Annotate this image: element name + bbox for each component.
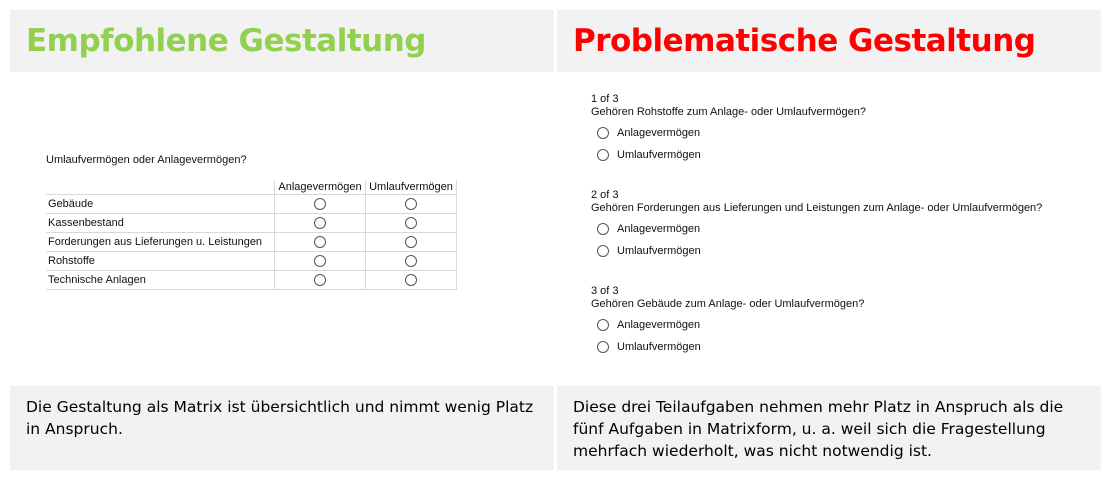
matrix-example	[10, 72, 554, 386]
matrix-row	[46, 214, 457, 233]
radio-button[interactable]	[314, 217, 326, 229]
option-row[interactable]	[597, 339, 864, 355]
radio-button[interactable]	[597, 127, 609, 139]
radio-button[interactable]	[597, 245, 609, 257]
matrix-column-header: Umlaufvermögen	[366, 180, 457, 195]
matrix-question: Umlaufvermögen oder Anlagevermögen?	[46, 154, 247, 166]
matrix-corner	[46, 180, 275, 195]
sequential-example	[557, 72, 1101, 386]
option-row[interactable]	[597, 243, 1042, 259]
matrix-row-label: Gebäude	[46, 195, 275, 214]
matrix-row-label: Technische Anlagen	[46, 271, 275, 290]
option-row[interactable]	[597, 125, 866, 141]
option-row[interactable]	[597, 317, 864, 333]
question-counter: 1 of 3	[591, 93, 619, 105]
matrix-row-label: Forderungen aus Lieferungen u. Leistungen	[46, 233, 275, 252]
question-block	[591, 190, 1042, 259]
radio-button[interactable]	[405, 274, 417, 286]
recommended-panel	[10, 10, 554, 472]
radio-button[interactable]	[597, 341, 609, 353]
radio-button[interactable]	[597, 149, 609, 161]
matrix-row	[46, 271, 457, 290]
radio-button[interactable]	[597, 319, 609, 331]
option-label: Umlaufvermögen	[617, 149, 701, 161]
radio-button[interactable]	[314, 255, 326, 267]
option-label: Anlagevermögen	[617, 127, 701, 139]
option-row[interactable]	[597, 147, 866, 163]
matrix-row-label: Rohstoffe	[46, 252, 275, 271]
recommended-caption: Die Gestaltung als Matrix ist übersichtlich und nimmt wenig Platz in Anspruch.	[10, 386, 554, 470]
question-block	[591, 94, 866, 163]
question-text: Gehören Rohstoffe zum Anlage- oder Umlaufvermögen?	[591, 106, 866, 118]
question-text: Gehören Forderungen aus Lieferungen und Leistungen zum Anlage- oder Umlaufvermögen?	[591, 202, 1043, 214]
option-row[interactable]	[597, 221, 1042, 237]
radio-button[interactable]	[405, 236, 417, 248]
matrix-row	[46, 195, 457, 214]
problematic-caption: Diese drei Teilaufgaben nehmen mehr Platz in Anspruch als die fünf Aufgaben in Matrixform, u. a. weil sich die Fragestellung mehrfach wiederholt, was nicht notwendig ist.	[557, 386, 1101, 470]
matrix-table	[46, 180, 457, 290]
recommended-title: Empfohlene Gestaltung	[10, 10, 554, 72]
option-label: Anlagevermögen	[617, 223, 701, 235]
radio-button[interactable]	[314, 236, 326, 248]
matrix-row	[46, 233, 457, 252]
matrix-column-header: Anlagevermögen	[275, 180, 366, 195]
option-label: Anlagevermögen	[617, 319, 701, 331]
radio-button[interactable]	[314, 198, 326, 210]
radio-button[interactable]	[405, 217, 417, 229]
radio-button[interactable]	[314, 274, 326, 286]
question-counter: 2 of 3	[591, 189, 619, 201]
radio-button[interactable]	[405, 198, 417, 210]
question-counter: 3 of 3	[591, 285, 619, 297]
option-label: Umlaufvermögen	[617, 245, 701, 257]
matrix-row-label: Kassenbestand	[46, 214, 275, 233]
radio-button[interactable]	[597, 223, 609, 235]
option-label: Umlaufvermögen	[617, 341, 701, 353]
question-block	[591, 286, 864, 355]
matrix-row	[46, 252, 457, 271]
radio-button[interactable]	[405, 255, 417, 267]
problematic-panel	[557, 10, 1101, 472]
problematic-title: Problematische Gestaltung	[557, 10, 1101, 72]
question-text: Gehören Gebäude zum Anlage- oder Umlaufvermögen?	[591, 298, 865, 310]
